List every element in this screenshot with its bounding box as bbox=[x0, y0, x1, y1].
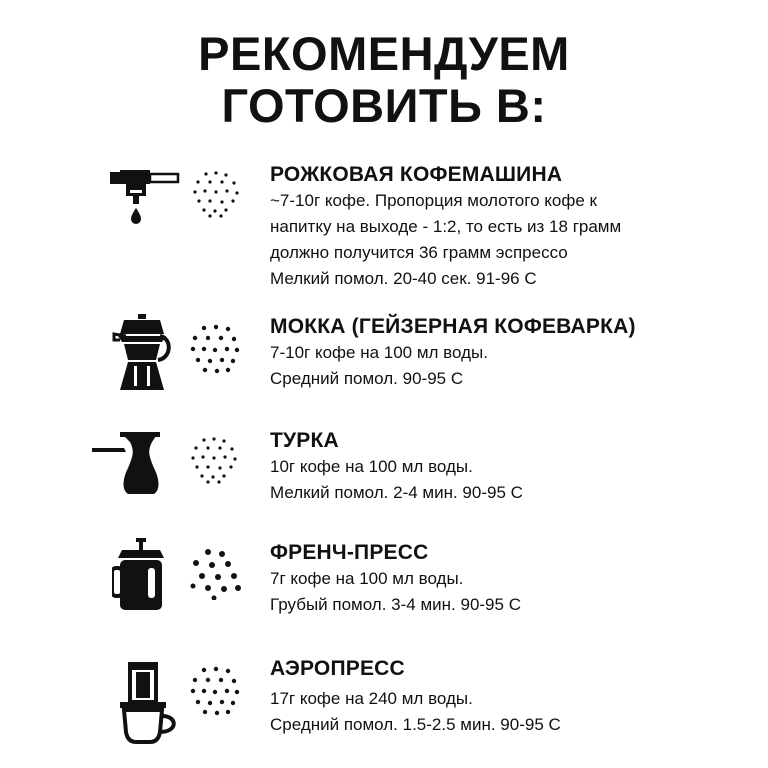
method-line: Мелкий помол. 2-4 мин. 90-95 С bbox=[270, 483, 523, 502]
method-line: Средний помол. 90-95 С bbox=[270, 369, 464, 388]
method-line: Средний помол. 1.5-2.5 мин. 90-95 С bbox=[270, 715, 561, 734]
french-press-icon bbox=[112, 538, 168, 612]
medium-grind-dots-icon bbox=[190, 324, 240, 374]
moka-pot-icon bbox=[112, 314, 172, 390]
method-line: 10г кофе на 100 мл воды. bbox=[270, 457, 473, 476]
method-line: 17г кофе на 240 мл воды. bbox=[270, 689, 473, 708]
cezve-icon bbox=[90, 428, 170, 496]
title-line-2: ГОТОВИТЬ В: bbox=[221, 79, 547, 132]
method-line: Грубый помол. 3-4 мин. 90-95 С bbox=[270, 595, 521, 614]
method-name: АЭРОПРЕСС bbox=[270, 657, 405, 680]
medium-grind-dots-icon bbox=[190, 666, 240, 716]
page-title bbox=[0, 28, 768, 132]
method-name: ФРЕНЧ-ПРЕСС bbox=[270, 541, 429, 564]
method-line: ~7-10г кофе. Пропорция молотого кофе к bbox=[270, 191, 597, 210]
aeropress-icon bbox=[116, 662, 182, 744]
fine-grind-dots-icon bbox=[190, 436, 238, 484]
fine-grind-dots-icon bbox=[192, 170, 240, 218]
method-line: 7-10г кофе на 100 мл воды. bbox=[270, 343, 488, 362]
coarse-grind-dots-icon bbox=[190, 548, 242, 600]
title-line-1: РЕКОМЕНДУЕМ bbox=[198, 27, 570, 80]
method-line: напитку на выходе - 1:2, то есть из 18 грамм bbox=[270, 217, 622, 236]
espresso-machine-icon bbox=[108, 164, 180, 224]
method-line: Мелкий помол. 20-40 сек. 91-96 С bbox=[270, 269, 537, 288]
method-line: 7г кофе на 100 мл воды. bbox=[270, 569, 464, 588]
method-name: РОЖКОВАЯ КОФЕМАШИНА bbox=[270, 163, 563, 186]
method-line: должно получится 36 грамм эспрессо bbox=[270, 243, 568, 262]
method-name: МОККА (ГЕЙЗЕРНАЯ КОФЕВАРКА) bbox=[270, 315, 636, 338]
method-name: ТУРКА bbox=[270, 429, 339, 452]
